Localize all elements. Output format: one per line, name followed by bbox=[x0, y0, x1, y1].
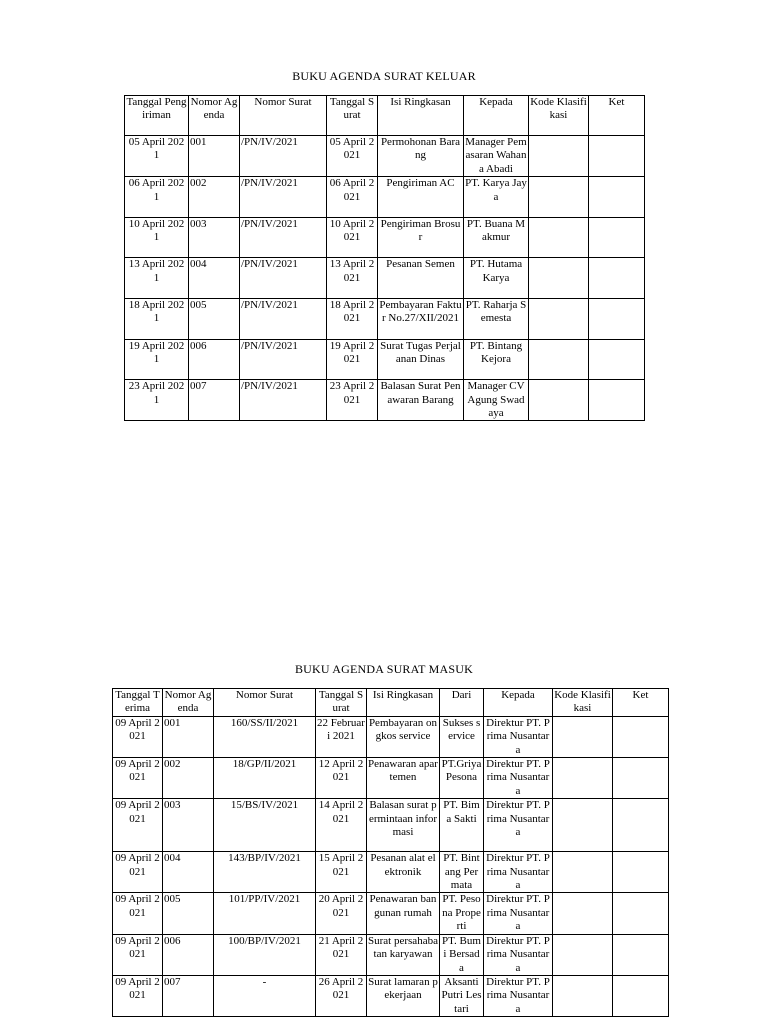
cell-tanggal-surat: 18 April 2021 bbox=[327, 299, 378, 340]
cell-kepada: PT. Karya Jaya bbox=[464, 177, 529, 218]
cell-tanggal-terima: 09 April 2021 bbox=[113, 934, 163, 975]
cell-tanggal-pengiriman: 19 April 2021 bbox=[125, 339, 189, 380]
cell-dari: Sukses service bbox=[440, 716, 484, 757]
cell-isi-ringkasan: Surat Tugas Perjalanan Dinas bbox=[378, 339, 464, 380]
table-row bbox=[125, 380, 645, 421]
cell-isi-ringkasan: Surat lamaran pekerjaan bbox=[367, 975, 440, 1016]
cell-nomor-agenda: 003 bbox=[163, 799, 214, 852]
cell-tanggal-surat: 19 April 2021 bbox=[327, 339, 378, 380]
cell-nomor-agenda: 003 bbox=[189, 217, 240, 258]
cell-kepada: Direktur PT. Prima Nusantara bbox=[484, 893, 553, 934]
cell-ket bbox=[589, 258, 645, 299]
cell-isi-ringkasan: Penawaran bangunan rumah bbox=[367, 893, 440, 934]
cell-tanggal-terima: 09 April 2021 bbox=[113, 975, 163, 1016]
cell-tanggal-pengiriman: 06 April 2021 bbox=[125, 177, 189, 218]
cell-kode-klasifikasi bbox=[529, 136, 589, 177]
table-row bbox=[113, 716, 669, 757]
table-row bbox=[113, 934, 669, 975]
cell-kepada: PT. Bintang Kejora bbox=[464, 339, 529, 380]
cell-isi-ringkasan: Pengiriman Brosur bbox=[378, 217, 464, 258]
header-nomor-surat: Nomor Surat bbox=[240, 96, 327, 136]
header-tanggal-pengiriman: Tanggal Pengiriman bbox=[125, 96, 189, 136]
cell-nomor-surat: /PN/IV/2021 bbox=[240, 136, 327, 177]
cell-nomor-surat: /PN/IV/2021 bbox=[240, 177, 327, 218]
cell-tanggal-surat: 20 April 2021 bbox=[316, 893, 367, 934]
header-dari: Dari bbox=[440, 689, 484, 717]
cell-kode-klasifikasi bbox=[553, 934, 613, 975]
table-row bbox=[113, 799, 669, 852]
cell-tanggal-pengiriman: 13 April 2021 bbox=[125, 258, 189, 299]
cell-kode-klasifikasi bbox=[529, 217, 589, 258]
table-row bbox=[125, 299, 645, 340]
table-row bbox=[113, 975, 669, 1016]
cell-ket bbox=[613, 852, 669, 893]
cell-kepada: Direktur PT. Prima Nusantara bbox=[484, 758, 553, 799]
header-kepada: Kepada bbox=[484, 689, 553, 717]
header-ket: Ket bbox=[613, 689, 669, 717]
cell-kode-klasifikasi bbox=[529, 177, 589, 218]
cell-isi-ringkasan: Balasan Surat Penawaran Barang bbox=[378, 380, 464, 421]
table-row bbox=[125, 177, 645, 218]
cell-nomor-agenda: 007 bbox=[189, 380, 240, 421]
cell-kepada: Direktur PT. Prima Nusantara bbox=[484, 934, 553, 975]
header-tanggal-terima: Tanggal Terima bbox=[113, 689, 163, 717]
cell-tanggal-surat: 14 April 2021 bbox=[316, 799, 367, 852]
cell-kode-klasifikasi bbox=[553, 975, 613, 1016]
cell-isi-ringkasan: Pembayaran ongkos service bbox=[367, 716, 440, 757]
header-tanggal-surat: Tanggal Surat bbox=[316, 689, 367, 717]
cell-tanggal-terima: 09 April 2021 bbox=[113, 893, 163, 934]
cell-ket bbox=[589, 380, 645, 421]
cell-ket bbox=[613, 758, 669, 799]
cell-ket bbox=[613, 716, 669, 757]
cell-isi-ringkasan: Balasan surat permintaan informasi bbox=[367, 799, 440, 852]
table-row bbox=[113, 893, 669, 934]
cell-kepada: Manager CV Agung Swadaya bbox=[464, 380, 529, 421]
table-header-row bbox=[113, 689, 669, 717]
surat-keluar-table bbox=[124, 95, 645, 421]
cell-ket bbox=[589, 136, 645, 177]
cell-tanggal-pengiriman: 10 April 2021 bbox=[125, 217, 189, 258]
cell-tanggal-pengiriman: 18 April 2021 bbox=[125, 299, 189, 340]
cell-kode-klasifikasi bbox=[529, 380, 589, 421]
cell-ket bbox=[589, 177, 645, 218]
cell-nomor-surat: /PN/IV/2021 bbox=[240, 380, 327, 421]
cell-isi-ringkasan: Surat persahabatan karyawan bbox=[367, 934, 440, 975]
cell-ket bbox=[589, 299, 645, 340]
cell-tanggal-terima: 09 April 2021 bbox=[113, 852, 163, 893]
cell-kode-klasifikasi bbox=[553, 716, 613, 757]
cell-nomor-surat: /PN/IV/2021 bbox=[240, 217, 327, 258]
cell-kepada: Direktur PT. Prima Nusantara bbox=[484, 852, 553, 893]
cell-tanggal-pengiriman: 23 April 2021 bbox=[125, 380, 189, 421]
cell-nomor-surat: 101/PP/IV/2021 bbox=[214, 893, 316, 934]
cell-tanggal-terima: 09 April 2021 bbox=[113, 758, 163, 799]
cell-tanggal-surat: 15 April 2021 bbox=[316, 852, 367, 893]
cell-kepada: PT. Buana Makmur bbox=[464, 217, 529, 258]
cell-nomor-agenda: 007 bbox=[163, 975, 214, 1016]
cell-tanggal-surat: 22 Februari 2021 bbox=[316, 716, 367, 757]
cell-nomor-surat: 100/BP/IV/2021 bbox=[214, 934, 316, 975]
cell-nomor-surat: /PN/IV/2021 bbox=[240, 258, 327, 299]
cell-kepada: Direktur PT. Prima Nusantara bbox=[484, 799, 553, 852]
table-row bbox=[113, 852, 669, 893]
cell-tanggal-surat: 06 April 2021 bbox=[327, 177, 378, 218]
header-tanggal-surat: Tanggal Surat bbox=[327, 96, 378, 136]
cell-nomor-surat: /PN/IV/2021 bbox=[240, 299, 327, 340]
keluar-title: BUKU AGENDA SURAT KELUAR bbox=[292, 69, 476, 83]
cell-nomor-agenda: 004 bbox=[189, 258, 240, 299]
cell-nomor-surat: 18/GP/II/2021 bbox=[214, 758, 316, 799]
cell-tanggal-terima: 09 April 2021 bbox=[113, 799, 163, 852]
cell-tanggal-surat: 10 April 2021 bbox=[327, 217, 378, 258]
cell-isi-ringkasan: Pesanan alat elektronik bbox=[367, 852, 440, 893]
masuk-title: BUKU AGENDA SURAT MASUK bbox=[294, 662, 474, 676]
cell-dari: PT. Bumi Bersada bbox=[440, 934, 484, 975]
header-kode-klasifikasi: Kode Klasifikasi bbox=[554, 689, 611, 715]
cell-isi-ringkasan: Pesanan Semen bbox=[378, 258, 464, 299]
header-kepada: Kepada bbox=[464, 96, 529, 136]
cell-nomor-agenda: 006 bbox=[189, 339, 240, 380]
cell-nomor-surat: /PN/IV/2021 bbox=[240, 339, 327, 380]
cell-ket bbox=[613, 893, 669, 934]
cell-nomor-surat: 143/BP/IV/2021 bbox=[214, 852, 316, 893]
header-kode-klasifikasi: Kode Klasifikasi bbox=[529, 96, 589, 136]
cell-isi-ringkasan: Permohonan Barang bbox=[378, 136, 464, 177]
cell-tanggal-surat: 26 April 2021 bbox=[316, 975, 367, 1016]
cell-nomor-agenda: 005 bbox=[189, 299, 240, 340]
cell-kepada: Direktur PT. Prima Nusantara bbox=[484, 716, 553, 757]
table-row bbox=[125, 258, 645, 299]
cell-kepada: PT. Raharja Semesta bbox=[464, 299, 529, 340]
cell-kode-klasifikasi bbox=[553, 893, 613, 934]
cell-nomor-agenda: 004 bbox=[163, 852, 214, 893]
cell-nomor-agenda: 001 bbox=[189, 136, 240, 177]
cell-ket bbox=[613, 975, 669, 1016]
cell-kepada: Manager Pemasaran Wahana Abadi bbox=[465, 136, 527, 175]
cell-tanggal-surat: 05 April 2021 bbox=[327, 136, 378, 177]
cell-nomor-surat: 160/SS/II/2021 bbox=[214, 716, 316, 757]
cell-nomor-surat: - bbox=[214, 975, 316, 1016]
table-row bbox=[113, 758, 669, 799]
cell-kode-klasifikasi bbox=[529, 299, 589, 340]
cell-nomor-agenda: 006 bbox=[163, 934, 214, 975]
cell-kode-klasifikasi bbox=[553, 799, 613, 852]
surat-masuk-table bbox=[112, 688, 669, 1017]
cell-nomor-surat: 15/BS/IV/2021 bbox=[214, 799, 316, 852]
header-isi-ringkasan: Isi Ringkasan bbox=[367, 689, 440, 717]
cell-dari: PT. Pesona Properti bbox=[440, 893, 484, 934]
header-nomor-agenda: Nomor Agenda bbox=[163, 689, 214, 717]
cell-dari: PT. Bima Sakti bbox=[440, 799, 484, 852]
table-header-row bbox=[125, 96, 645, 136]
table-row bbox=[125, 339, 645, 380]
cell-tanggal-terima: 09 April 2021 bbox=[113, 716, 163, 757]
cell-ket bbox=[589, 217, 645, 258]
cell-tanggal-surat: 13 April 2021 bbox=[327, 258, 378, 299]
cell-ket bbox=[613, 934, 669, 975]
cell-kode-klasifikasi bbox=[529, 258, 589, 299]
header-nomor-agenda: Nomor Agenda bbox=[189, 96, 240, 136]
cell-kode-klasifikasi bbox=[553, 758, 613, 799]
cell-nomor-agenda: 002 bbox=[163, 758, 214, 799]
cell-nomor-agenda: 002 bbox=[189, 177, 240, 218]
header-ket: Ket bbox=[589, 96, 645, 136]
header-nomor-surat: Nomor Surat bbox=[214, 689, 316, 717]
table-row bbox=[125, 217, 645, 258]
cell-dari: Aksanti Putri Lestari bbox=[441, 975, 482, 1015]
cell-ket bbox=[589, 339, 645, 380]
cell-kepada: PT. Hutama Karya bbox=[464, 258, 529, 299]
cell-ket bbox=[613, 799, 669, 852]
cell-dari: PT.Griya Pesona bbox=[440, 758, 484, 799]
cell-tanggal-surat: 23 April 2021 bbox=[327, 380, 378, 421]
cell-tanggal-pengiriman: 05 April 2021 bbox=[125, 136, 189, 177]
cell-kepada: Direktur PT. Prima Nusantara bbox=[484, 975, 553, 1016]
cell-tanggal-surat: 21 April 2021 bbox=[316, 934, 367, 975]
table-row bbox=[125, 136, 645, 177]
cell-kode-klasifikasi bbox=[529, 339, 589, 380]
header-isi-ringkasan: Isi Ringkasan bbox=[378, 96, 464, 136]
cell-isi-ringkasan: Pengiriman AC bbox=[378, 177, 464, 218]
cell-kode-klasifikasi bbox=[553, 852, 613, 893]
cell-isi-ringkasan: Penawaran apartemen bbox=[367, 758, 440, 799]
cell-nomor-agenda: 005 bbox=[163, 893, 214, 934]
cell-dari: PT. Bintang Permata bbox=[440, 852, 484, 893]
cell-nomor-agenda: 001 bbox=[163, 716, 214, 757]
cell-isi-ringkasan: Pembayaran Faktur No.27/XII/2021 bbox=[378, 299, 464, 340]
cell-tanggal-surat: 12 April 2021 bbox=[316, 758, 367, 799]
